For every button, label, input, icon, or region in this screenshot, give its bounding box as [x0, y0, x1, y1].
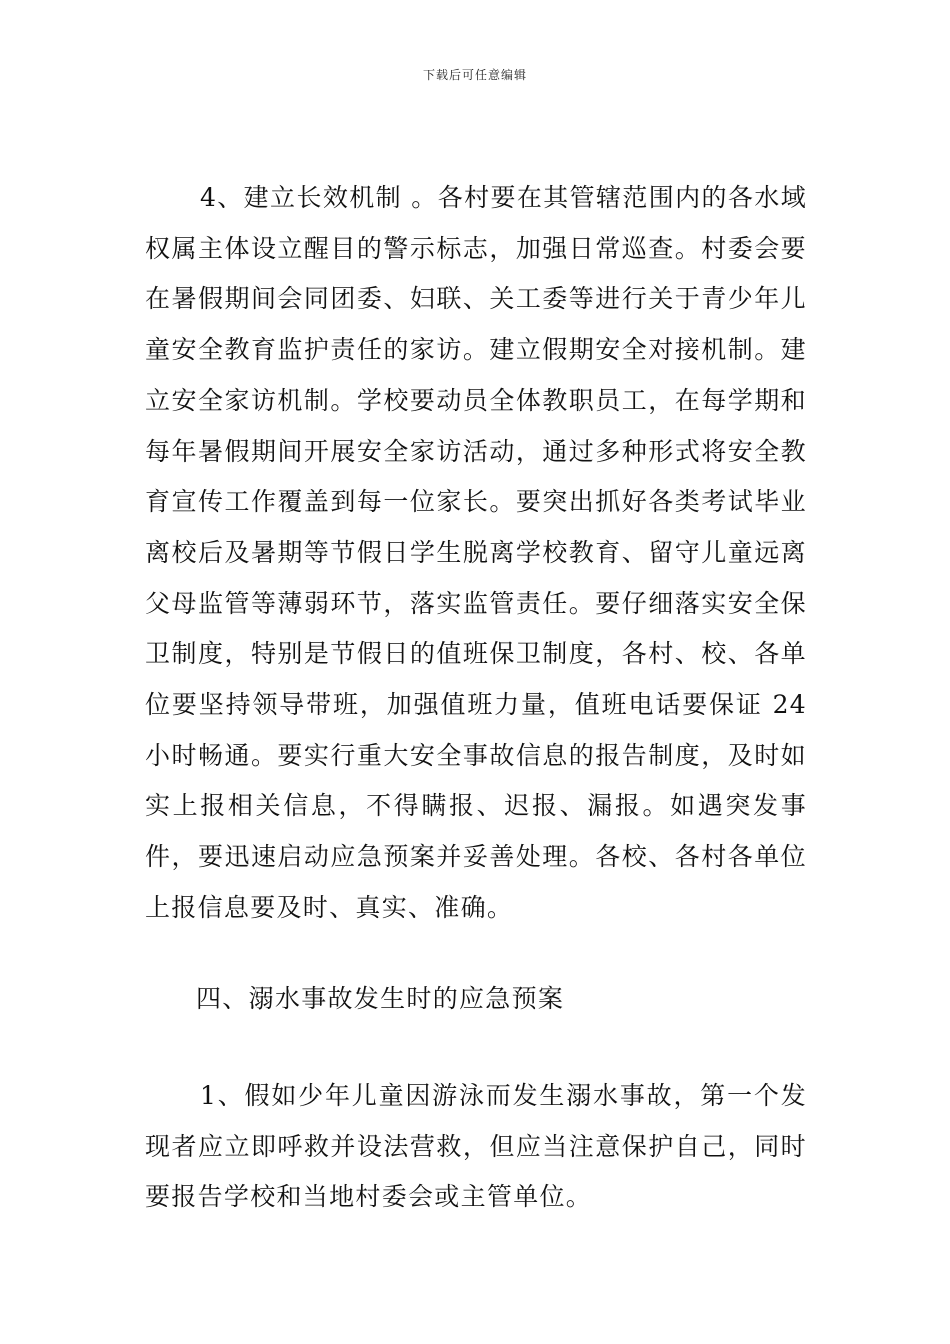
section-heading: 四、溺水事故发生时的应急预案: [196, 984, 565, 1013]
paragraph-item-4: 4、建立长效机制 。各村要在其管辖范围内的各水域权属主体设立醒目的警示标志，加强日常巡查。村委会要在暑假期间会同团委、妇联、关工委等进行关于青少年儿童安全教育监护责任的家访。建立假期安全对接机制。建立安全家访机制。学校要动员全体教职员工，在每学期和每年暑假期间开展安全家访活动，通过多种形式将安全教育宣传工作覆盖到每一位家长。要突出抓好各类考试毕业离校后及暑期等节假日学生脱离学校教育、留守儿童远离父母监管等薄弱环节，落实监管责任。要仔细落实安全保卫制度，特别是节假日的值班保卫制度，各村、校、各单位要坚持领导带班，加强值班力量，值班电话要保证 24 小时畅通。要实行重大安全事故信息的报告制度，及时如实上报相关信息，不得瞒报、迟报、漏报。如遇突发事件，要迅速启动应急预案并妥善处理。各校、各村各单位上报信息要及时、真实、准确。: [145, 183, 807, 922]
header-note: 下载后可任意编辑: [422, 68, 527, 82]
paragraph-item-1: 1、假如少年儿童因游泳而发生溺水事故，第一个发现者应立即呼救并设法营救，但应当注意保护自己，同时要报告学校和当地村委会或主管单位。: [145, 1081, 807, 1212]
